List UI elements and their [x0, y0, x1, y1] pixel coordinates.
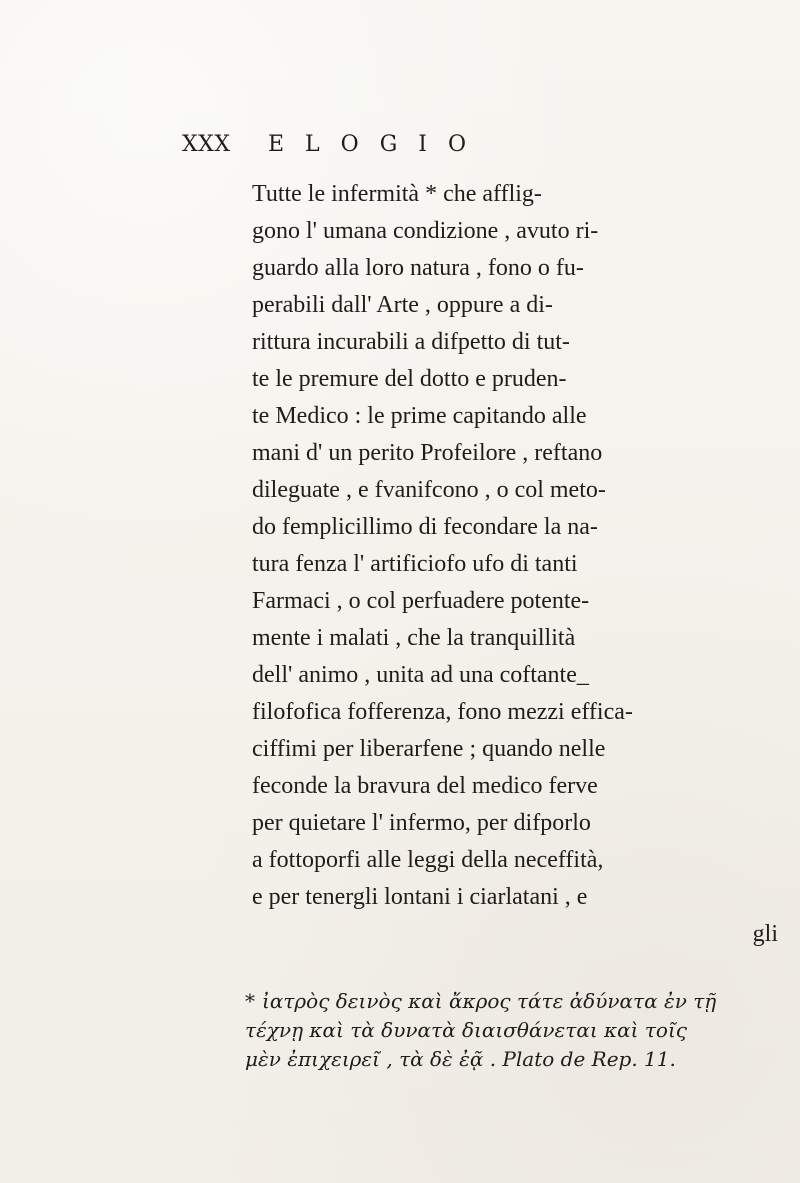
footnote-line: τέχνῃ καὶ τὰ δυνατὰ διαισθάνεται καὶ τοῖς [245, 1018, 688, 1042]
text-line: ciffimi per liberarfene ; quando nelle [252, 736, 606, 762]
main-paragraph [252, 176, 800, 953]
text-line: mente i malati , che la tranquillità [252, 625, 576, 651]
text-line: guardo alla loro natura , fono o fu- [252, 255, 584, 281]
text-line: rittura incurabili a difpetto di tut- [252, 329, 570, 355]
footnote [245, 987, 800, 1074]
footnote-text: ἰατρὸς δεινὸς καὶ ἄκρος τάτε ἀδύνατα ἐν τῇ [262, 989, 717, 1013]
text-line: e per tenergli lontani i ciarlatani , e [252, 884, 588, 910]
text-line: te le premure del dotto e pruden- [252, 366, 567, 392]
text-line: Farmaci , o col perfuadere potente- [252, 588, 590, 614]
text-line: feconde la bravura del medico ferve [252, 773, 598, 799]
text-line: te Medico : le prime capitando alle [252, 403, 587, 429]
text-line: per quietare l' infermo, per difporlo [252, 810, 591, 836]
running-title: ELOGIO [268, 132, 488, 157]
page-number: XXX [182, 132, 231, 157]
footnote-line: μὲν ἐπιχειρεῖ , τὰ δὲ ἐᾷ . Plato de Rep. 11. [245, 1047, 676, 1071]
text-line: mani d' un perito Profeilore , reftano [252, 440, 603, 466]
text-line: do femplicillimo di fecondare la na- [252, 514, 598, 540]
text-line: filofofica fofferenza, fono mezzi effica- [252, 699, 633, 725]
page-header [182, 132, 662, 168]
text-line: tura fenza l' artificiofo ufo di tanti [252, 551, 578, 577]
text-line: perabili dall' Arte , oppure a di- [252, 292, 553, 318]
catchword: gli [752, 921, 778, 947]
footnote-line [245, 987, 800, 1016]
text-line: Tutte le infermità * che afflig- [252, 181, 542, 207]
text-line: dell' animo , unita ad una coftante_ [252, 662, 589, 688]
text-line: a fottoporfi alle leggi della neceffità, [252, 847, 604, 873]
text-line: gono l' umana condizione , avuto ri- [252, 218, 599, 244]
text-line: dileguate , e fvanifcono , o col meto- [252, 477, 606, 503]
footnote-marker: * [245, 989, 255, 1013]
